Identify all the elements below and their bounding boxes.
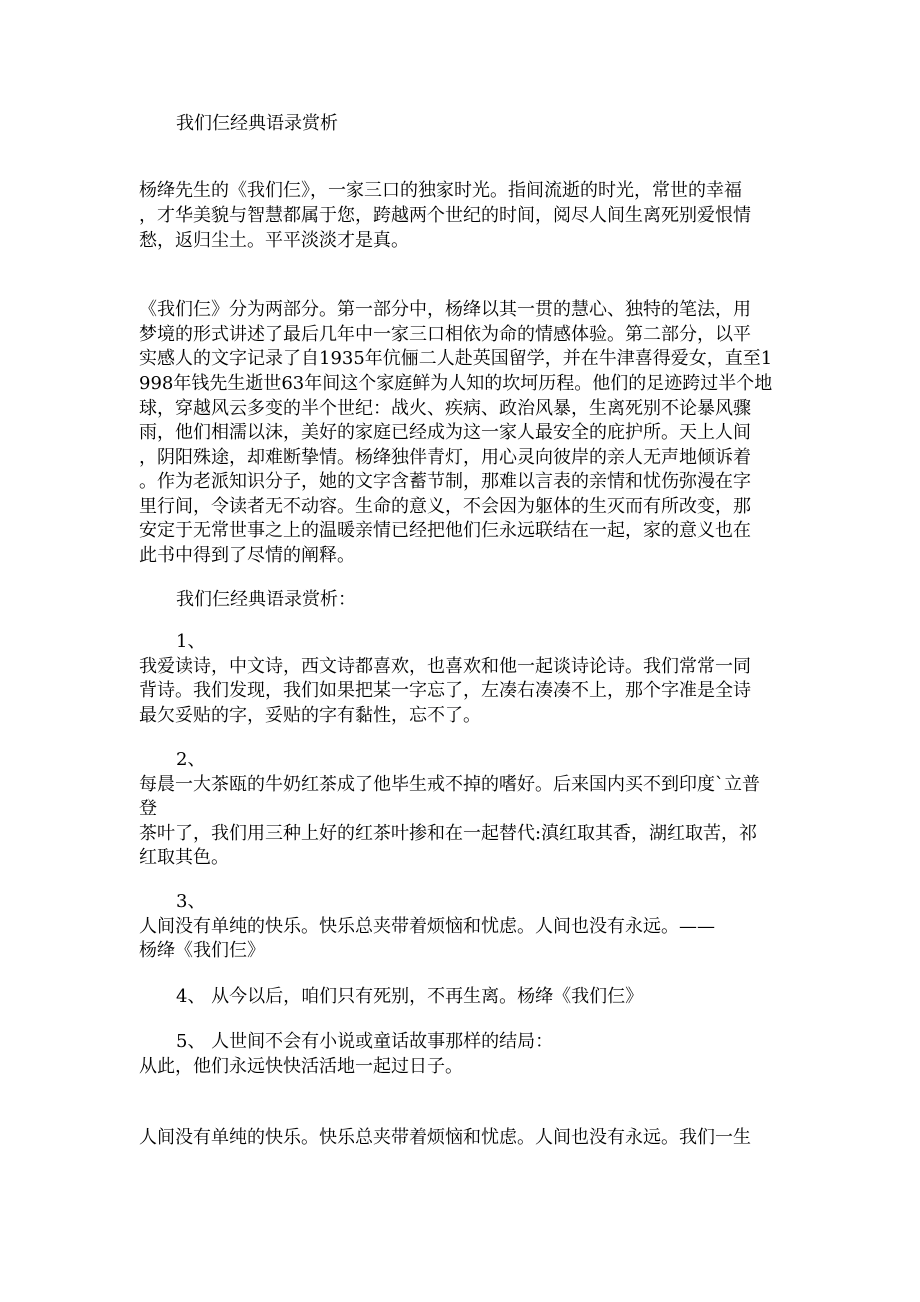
- quote-number: 1、: [176, 631, 206, 652]
- quote-number: 2、: [176, 749, 206, 770]
- quote-line: 背诗。我们发现，我们如果把某一字忘了，左凑右凑凑不上，那个字准是全诗: [139, 680, 751, 701]
- intro-line: 杨绛先生的《我们仨》，一家三口的独家时光。指间流逝的时光，常世的幸福: [139, 180, 742, 201]
- document-title: 我们仨经典语录赏析: [176, 113, 338, 134]
- summary-line: 里行间，令读者无不动容。生命的意义，不会因为躯体的生灭而有所改变，那: [139, 496, 751, 517]
- summary-line: 安定于无常世事之上的温暖亲情已经把他们仨永远联结在一起，家的意义也在: [139, 520, 751, 541]
- quote-line: 最欠妥贴的字，妥贴的字有黏性，忘不了。: [139, 705, 481, 726]
- quote-line: 茶叶了，我们用三种上好的红茶叶掺和在一起替代:滇红取其香，湖红取苦，祁: [139, 823, 758, 844]
- summary-line: 实感人的文字记录了自1935年伉俪二人赴英国留学，并在牛津喜得爱女，直至1: [139, 348, 773, 369]
- summary-line: 此书中得到了尽情的阐释。: [139, 545, 355, 566]
- quote-line: 我爱读诗，中文诗，西文诗都喜欢，也喜欢和他一起谈诗论诗。我们常常一同: [139, 656, 751, 677]
- summary-line: 梦境的形式讲述了最后几年中一家三口相依为命的情感体验。第二部分，以平: [139, 324, 751, 345]
- summary-line: 《我们仨》分为两部分。第一部分中，杨绛以其一贯的慧心、独特的笔法，用: [139, 299, 751, 320]
- summary-line: 998年钱先生逝世63年间这个家庭鲜为人知的坎坷历程。他们的足迹跨过半个地: [139, 373, 773, 394]
- summary-line: ，阴阳殊途，却难断挚情。杨绛独伴青灯，用心灵向彼岸的亲人无声地倾诉着: [139, 447, 751, 468]
- quote-line: 每晨一大茶瓯的牛奶红茶成了他毕生戒不掉的嗜好。后来国内买不到印度`立普: [139, 774, 760, 795]
- quote-line: 杨绛《我们仨》: [139, 940, 265, 961]
- closing-line: 人间没有单纯的快乐。快乐总夹带着烦恼和忧虑。人间也没有永远。我们一生: [139, 1127, 751, 1148]
- quote-line: 登: [139, 798, 157, 819]
- quote-item: 4、 从今以后，咱们只有死别，不再生离。杨绛《我们仨》: [176, 986, 644, 1007]
- intro-line: 愁，返归尘土。平平淡淡才是真。: [139, 230, 409, 251]
- summary-line: 球，穿越风云多变的半个世纪：战火、疾病、政治风暴，生离死别不论暴风骤: [139, 398, 751, 419]
- summary-line: 雨，他们相濡以沫，美好的家庭已经成为这一家人最安全的庇护所。天上人间: [139, 422, 751, 443]
- section-heading: 我们仨经典语录赏析：: [176, 589, 356, 610]
- quote-line: 人间没有单纯的快乐。快乐总夹带着烦恼和忧虑。人间也没有永远。——: [139, 916, 715, 937]
- summary-line: 。作为老派知识分子，她的文字含蓄节制，那难以言表的亲情和忧伤弥漫在字: [139, 471, 751, 492]
- quote-line: 红取其色。: [139, 847, 229, 868]
- intro-line: ，才华美貌与智慧都属于您，跨越两个世纪的时间，阅尽人间生离死别爱恨情: [139, 205, 751, 226]
- quote-line: 从此，他们永远快快活活地一起过日子。: [139, 1056, 463, 1077]
- quote-number: 3、: [176, 891, 206, 912]
- quote-item: 5、 人世间不会有小说或童话故事那样的结局：: [176, 1031, 554, 1052]
